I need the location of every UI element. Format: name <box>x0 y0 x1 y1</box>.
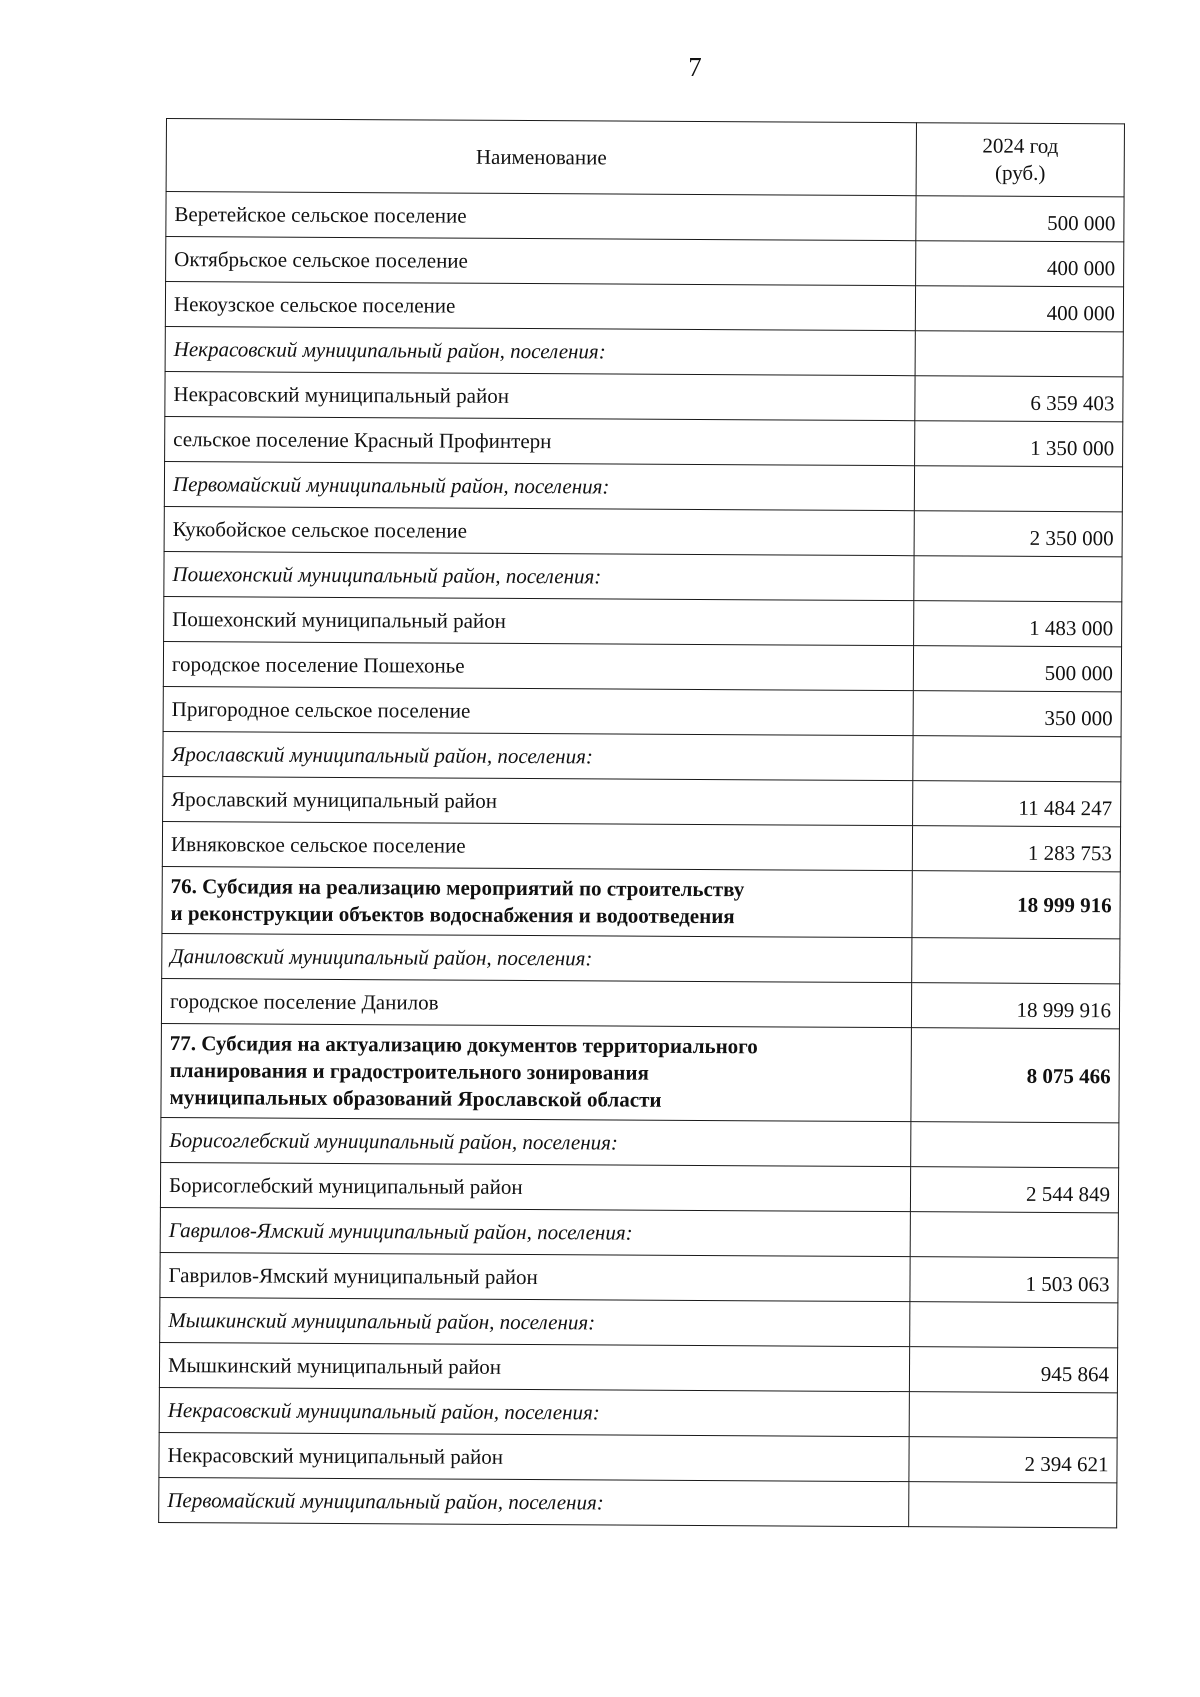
table-row <box>165 371 1123 421</box>
group-row <box>161 1117 1119 1167</box>
row-value: 1 483 000 <box>914 601 1122 647</box>
group-title: Борисоглебский муниципальный район, поселения: <box>161 1117 911 1166</box>
group-row <box>163 731 1121 781</box>
row-name: Ярославский муниципальный район <box>163 776 913 825</box>
header-value-unit: (руб.) <box>994 160 1046 185</box>
row-name: городское поселение Данилов <box>161 978 911 1027</box>
row-value: 11 484 247 <box>913 781 1121 827</box>
group-title: Первомайский муниципальный район, поселения: <box>159 1477 909 1526</box>
group-title: Пошехонский муниципальный район, поселения: <box>164 551 914 600</box>
table-row <box>159 1342 1117 1392</box>
row-value <box>909 1482 1117 1528</box>
row-value <box>909 1392 1117 1438</box>
row-name: Некоузское сельское поселение <box>165 282 915 331</box>
group-row <box>159 1387 1117 1437</box>
group-row <box>160 1207 1118 1257</box>
row-name: Ивняковское сельское поселение <box>162 821 912 870</box>
page-number: 7 <box>688 52 702 82</box>
section-title-line: и реконструкции объектов водоснабжения и водоотведения <box>170 901 735 929</box>
group-title: Даниловский муниципальный район, поселения: <box>162 933 912 982</box>
group-row <box>162 933 1120 983</box>
table-row <box>162 821 1120 871</box>
table-row <box>160 1162 1118 1212</box>
table-body <box>159 192 1124 1528</box>
group-row <box>159 1477 1117 1527</box>
row-value: 400 000 <box>916 241 1124 287</box>
row-value: 2 544 849 <box>910 1167 1118 1213</box>
section-title-line: муниципальных образований Ярославской области <box>169 1085 662 1112</box>
row-name: Некрасовский муниципальный район <box>165 371 915 420</box>
row-value: 500 000 <box>913 646 1121 692</box>
row-value <box>912 938 1120 984</box>
section-row <box>162 866 1120 938</box>
row-value: 1 503 063 <box>910 1257 1118 1303</box>
group-title: Гаврилов-Ямский муниципальный район, поселения: <box>160 1207 910 1256</box>
row-value <box>914 556 1122 602</box>
group-title: Некрасовский муниципальный район, поселения: <box>159 1387 909 1436</box>
header-value <box>916 123 1124 197</box>
row-name: Некрасовский муниципальный район <box>159 1432 909 1481</box>
group-row <box>164 461 1122 511</box>
row-value: 2 394 621 <box>909 1437 1117 1483</box>
row-value: 400 000 <box>915 286 1123 332</box>
subsidy-table <box>158 118 1125 1528</box>
row-value <box>910 1302 1118 1348</box>
header-value-year: 2024 год <box>982 133 1059 158</box>
section-row <box>161 1023 1120 1122</box>
row-value: 8 075 466 <box>911 1028 1120 1123</box>
section-title-line: 76. Субсидия на реализацию мероприятий по строительству <box>170 874 745 902</box>
section-title <box>161 1023 912 1121</box>
table-row <box>165 282 1123 332</box>
group-row <box>164 551 1122 601</box>
row-name: Мышкинский муниципальный район <box>159 1342 909 1391</box>
table-row <box>163 641 1121 691</box>
row-value <box>911 1122 1119 1168</box>
group-title: Первомайский муниципальный район, поселения: <box>164 461 914 510</box>
table-row <box>163 776 1121 826</box>
table-row <box>161 978 1119 1028</box>
section-title-line: планирования и градостроительного зонирования <box>169 1058 649 1085</box>
row-value <box>915 331 1123 377</box>
row-name: сельское поселение Красный Профинтерн <box>165 416 915 465</box>
row-value: 1 283 753 <box>912 826 1120 872</box>
table-row <box>165 416 1123 466</box>
row-value <box>914 466 1122 512</box>
row-name: Пригородное сельское поселение <box>163 686 913 735</box>
table-row <box>166 192 1124 242</box>
table-row <box>164 596 1122 646</box>
row-value: 18 999 916 <box>912 871 1120 939</box>
group-title: Мышкинский муниципальный район, поселения: <box>160 1297 910 1346</box>
table-row <box>164 506 1122 556</box>
group-title: Ярославский муниципальный район, поселения: <box>163 731 913 780</box>
group-title: Некрасовский муниципальный район, поселения: <box>165 326 915 375</box>
table-row <box>166 237 1124 287</box>
group-row <box>165 326 1123 376</box>
row-name: Гаврилов-Ямский муниципальный район <box>160 1252 910 1301</box>
row-name: городское поселение Пошехонье <box>163 641 913 690</box>
table-row <box>160 1252 1118 1302</box>
row-value <box>913 736 1121 782</box>
section-title <box>162 866 912 937</box>
group-row <box>160 1297 1118 1347</box>
row-name: Борисоглебский муниципальный район <box>160 1162 910 1211</box>
row-name: Пошехонский муниципальный район <box>164 596 914 645</box>
row-value: 2 350 000 <box>914 511 1122 557</box>
header-name: Наименование <box>166 119 916 196</box>
row-value: 500 000 <box>916 196 1124 242</box>
row-value: 1 350 000 <box>915 421 1123 467</box>
row-value <box>910 1212 1118 1258</box>
row-value: 6 359 403 <box>915 376 1123 422</box>
section-title-line: 77. Субсидия на актуализацию документов территориального <box>169 1031 758 1059</box>
table-header-row <box>166 119 1124 197</box>
row-name: Кукобойское сельское поселение <box>164 506 914 555</box>
table-row <box>163 686 1121 736</box>
row-name: Веретейское сельское поселение <box>166 192 916 241</box>
row-value: 945 864 <box>909 1347 1117 1393</box>
table-row <box>159 1432 1117 1482</box>
row-name: Октябрьское сельское поселение <box>166 237 916 286</box>
row-value: 18 999 916 <box>911 983 1119 1029</box>
row-value: 350 000 <box>913 691 1121 737</box>
